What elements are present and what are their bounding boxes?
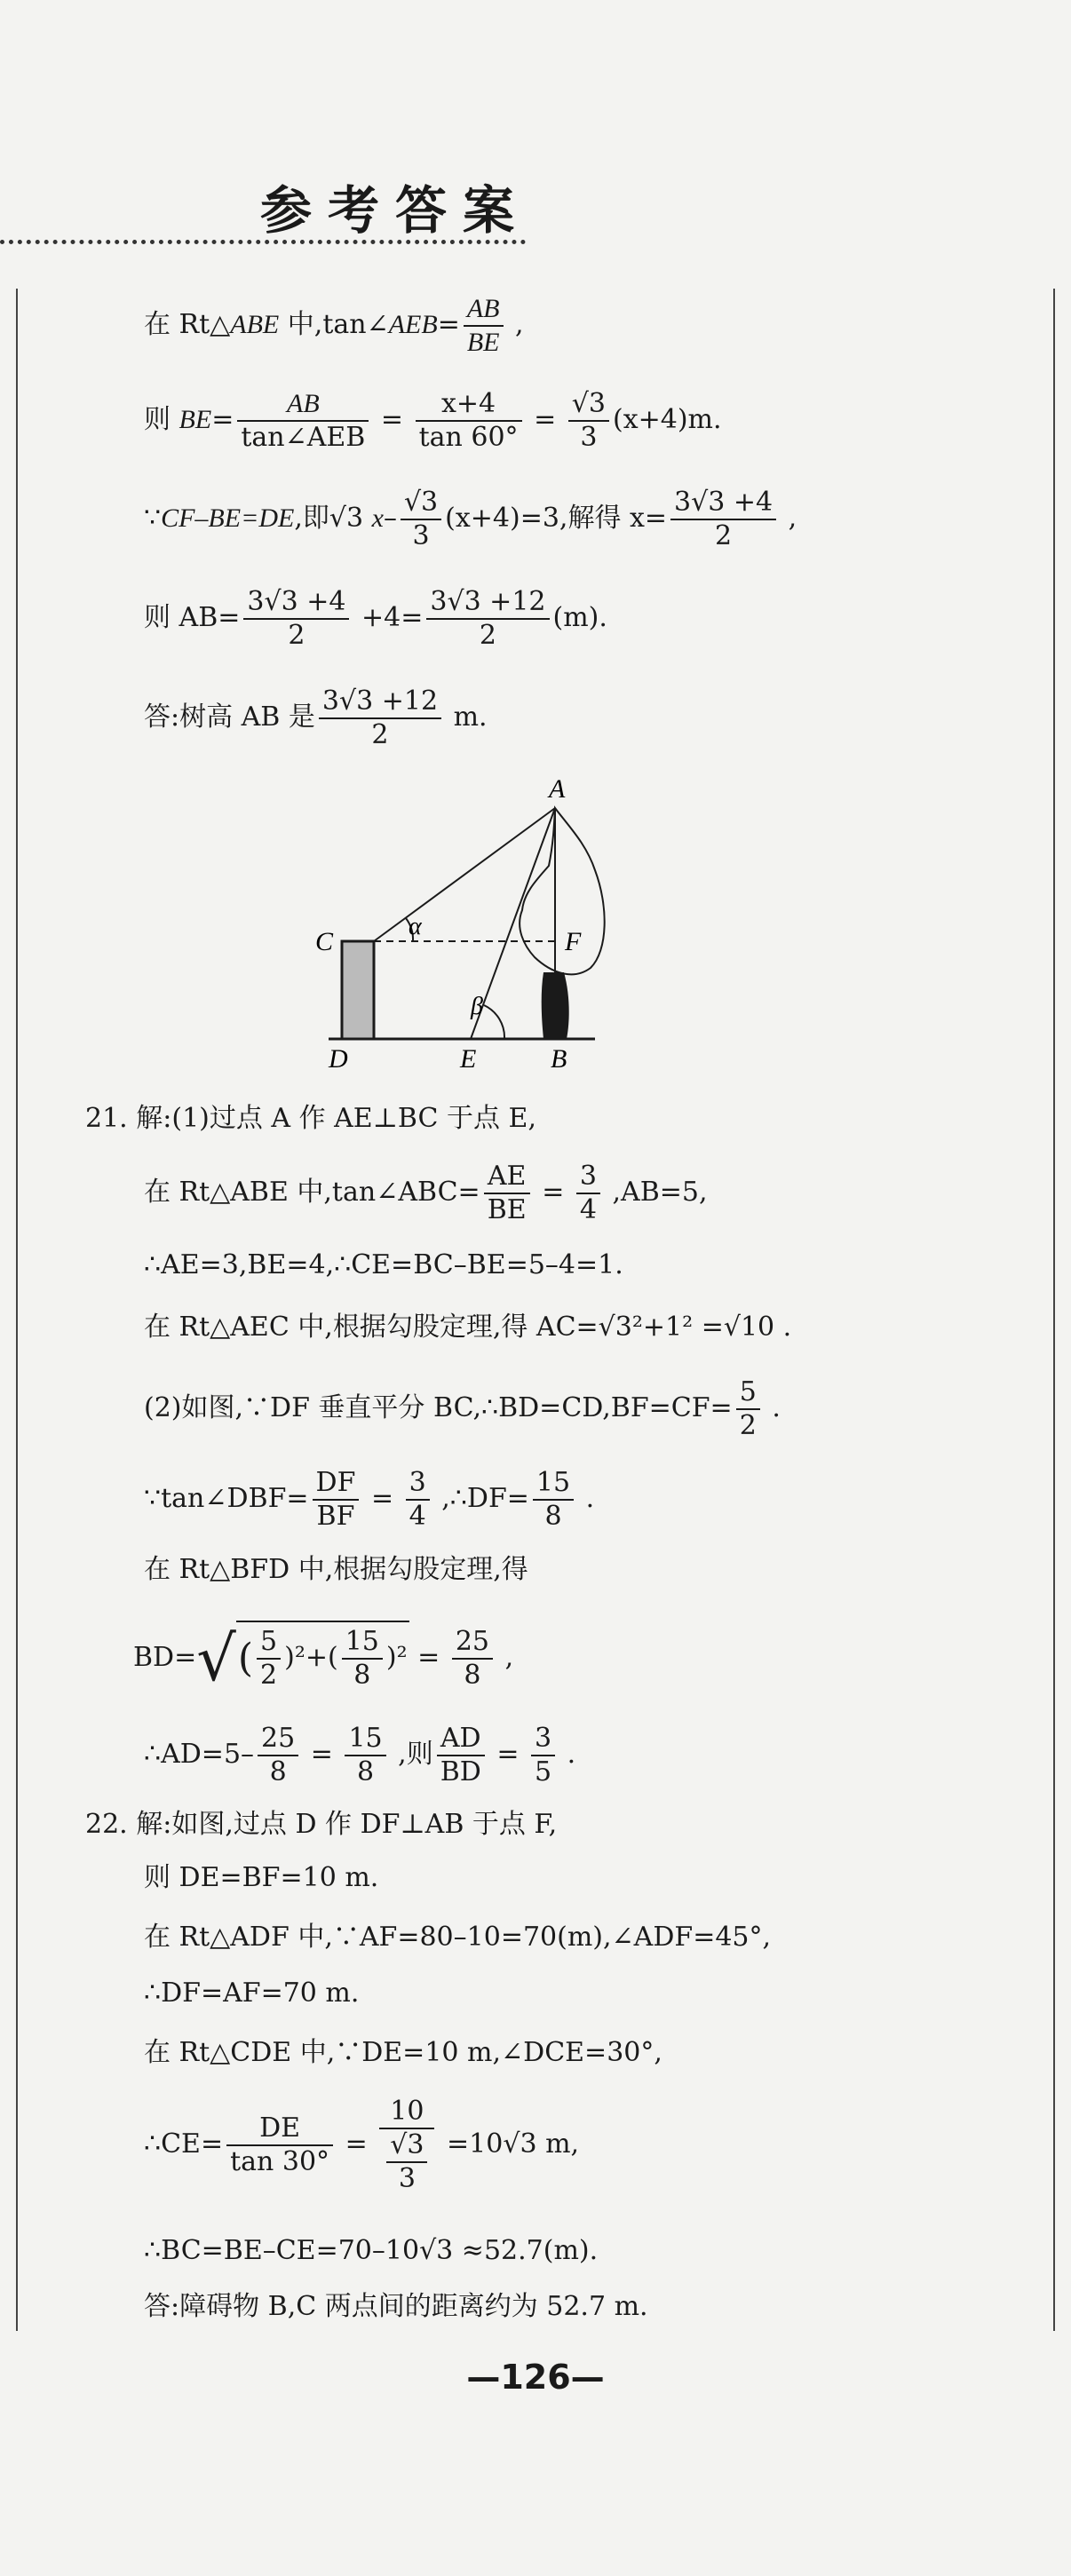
solution-line-2: 则 BE= $\frac{AB}{\text{tan∠AEB}}$ = $\frac{x+4}{\tan 60^\circ}$ = $\frac{√3}{3}$ (x+4)m.: [144, 388, 722, 453]
label-beta: β: [471, 993, 483, 1020]
page-title: 参考答案: [259, 180, 530, 241]
problem-22-line-3: 在 Rt△ADF 中,∵AF=80–10=70(m),∠ADF=45°,: [144, 1922, 772, 1953]
problem-22-line-2: 则 DE=BF=10 m.: [144, 1862, 379, 1893]
left-border-line: [16, 289, 18, 2331]
problem-22-line-1: 22. 解:如图,过点 D 作 DF⊥AB 于点 F,: [85, 1809, 558, 1840]
problem-21-line-5: (2)如图,∵DF 垂直平分 BC,∴BD=CD,BF=CF= $\frac{5}{2}$ .: [144, 1376, 781, 1441]
problem-22-line-4: ∴DF=AF=70 m.: [144, 1978, 360, 2009]
label-D: D: [329, 1044, 348, 1074]
fraction: $\frac{3√3 +4}{2}$: [243, 586, 349, 652]
fraction: $\frac{AE}{BE}$: [484, 1161, 530, 1226]
fraction: $\frac{3}{4}$: [576, 1161, 600, 1226]
problem-21-line-9: ∴AD=5– $\frac{25}{8}$ = $\frac{15}{8}$ ,则 $\frac{AD}{BD}$ = $\frac{3}{5}$ .: [144, 1723, 576, 1787]
tree-crown: [520, 808, 605, 974]
label-E: E: [460, 1044, 477, 1074]
fraction: $\frac{5}{2}$: [736, 1376, 760, 1442]
solution-line-1: 在 Rt△ABE 中,tan∠AEB= $\frac{AB}{BE}$ ,: [144, 294, 524, 357]
problem-22-line-5: 在 Rt△CDE 中,∵DE=10 m,∠DCE=30°,: [144, 2037, 662, 2068]
fraction: $\frac{DE}{\tan 30^\circ}$: [226, 2112, 333, 2178]
tree-trunk: [542, 972, 569, 1039]
page-number: —126—: [466, 2358, 605, 2397]
fraction: $\frac{15}{8}$: [533, 1467, 574, 1533]
label-A: A: [549, 774, 566, 804]
fraction: $\frac{DF}{BF}$: [313, 1467, 360, 1533]
fraction: $\frac{√3}{3}$: [386, 2129, 427, 2195]
fraction: $\frac{25}{8}$: [452, 1626, 493, 1692]
solution-line-5: 答:树高 AB 是 $\frac{3√3 +12}{2}$ m.: [144, 686, 488, 750]
fraction: $\frac{3√3 +12}{2}$: [426, 586, 549, 652]
label-B: B: [551, 1044, 567, 1074]
problem-21-line-8: BD=√( $\frac{5}{2}$ )²+( $\frac{15}{8}$ )² = $\frac{25}{8}$ ,: [133, 1622, 514, 1695]
right-border-line: [1053, 289, 1055, 2331]
problem-22-line-7: ∴BC=BE–CE=70–10√3 ≈52.7(m).: [144, 2235, 599, 2266]
problem-21-line-2: 在 Rt△ABE 中,tan∠ABC= $\frac{AE}{BE}$ = $\frac{3}{4}$ ,AB=5,: [144, 1161, 708, 1225]
fraction: $\frac{√3}{3}$: [568, 388, 609, 454]
fraction: $\frac{√3}{3}$: [401, 487, 441, 552]
fraction: $\frac{AD}{BD}$: [437, 1723, 485, 1788]
header-dotted-rule: [0, 240, 526, 244]
label-F: F: [565, 927, 582, 956]
problem-22-line-8: 答:障碍物 B,C 两点间的距离约为 52.7 m.: [144, 2291, 648, 2322]
fraction: $\frac{3√3 +12}{2}$: [319, 686, 441, 751]
fraction: $\frac{3√3 +4}{2}$: [670, 487, 776, 552]
fraction: $\frac{3}{4}$: [406, 1467, 430, 1533]
fraction: $\frac{15}{8}$: [345, 1723, 385, 1788]
compound-fraction: $\frac{10}{\frac{√3}{3}}$: [379, 2096, 434, 2195]
label-C: C: [315, 927, 334, 956]
problem-22-line-6: ∴CE= $\frac{DE}{\tan 30^\circ}$ = $\frac{10}{\frac{√3}{3}}$ =10√3 m,: [144, 2096, 580, 2194]
label-alpha: α: [409, 913, 422, 940]
fraction: $\frac{3}{5}$: [531, 1723, 555, 1788]
solution-line-3: ∵CF–BE=DE,即√3 x– $\frac{√3}{3}$ (x+4)=3,解得 x= $\frac{3√3 +4}{2}$ ,: [144, 487, 797, 551]
problem-21-line-4: 在 Rt△AEC 中,根据勾股定理,得 AC=√3²+1² =√10 .: [144, 1312, 792, 1343]
problem-21-line-3: ∴AE=3,BE=4,∴CE=BC–BE=5–4=1.: [144, 1249, 623, 1280]
fraction: $\frac{25}{8}$: [258, 1723, 298, 1788]
fraction: $\frac{AB}{BE}$: [464, 293, 504, 359]
problem-21-line-6: ∵tan∠DBF= $\frac{DF}{BF}$ = $\frac{3}{4}$ ,∴DF= $\frac{15}{8}$ .: [144, 1467, 595, 1532]
problem-21-line-7: 在 Rt△BFD 中,根据勾股定理,得: [144, 1554, 528, 1585]
fraction: $\frac{15}{8}$: [342, 1626, 383, 1692]
fraction: $\frac{AB}{\text{tan∠AEB}}$: [237, 388, 369, 454]
angle-beta-arc: [484, 1005, 504, 1039]
fraction: $\frac{x+4}{\tan 60^\circ}$: [416, 388, 522, 454]
tree-figure: [302, 773, 639, 1083]
fraction: $\frac{5}{2}$: [257, 1626, 281, 1692]
solution-line-4: 则 AB= $\frac{3√3 +4}{2}$ +4= $\frac{3√3 +12}{2}$ (m).: [144, 586, 607, 651]
line-CA: [374, 808, 555, 941]
problem-21-line-1: 21. 解:(1)过点 A 作 AE⊥BC 于点 E,: [85, 1103, 536, 1134]
building-rect: [342, 941, 374, 1039]
